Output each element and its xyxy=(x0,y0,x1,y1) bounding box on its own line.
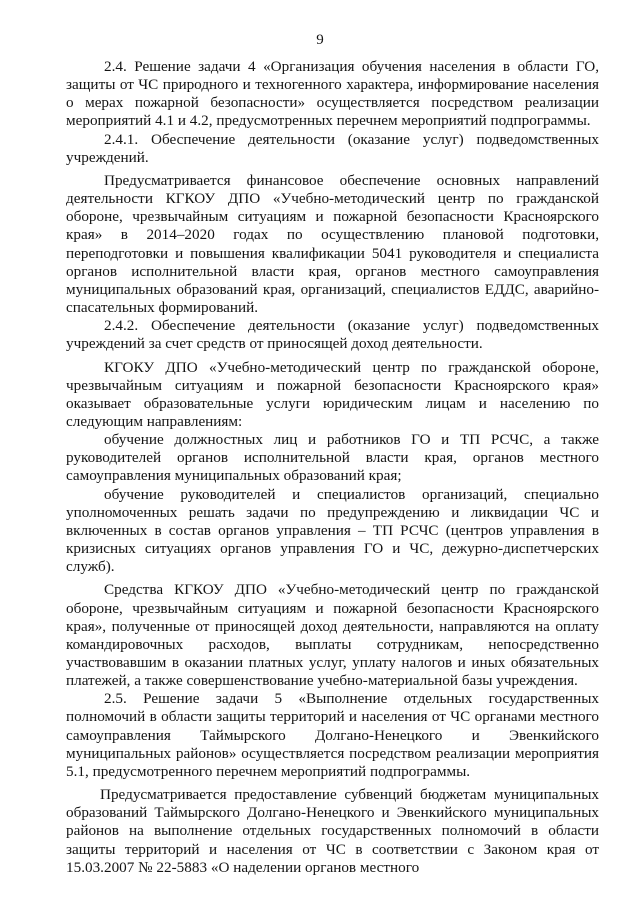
paragraph-training-center-services: КГОКУ ДПО «Учебно-методический центр по гражданской обороне, чрезвычайным ситуациям и пожарной безопасности Красноярского края» оказывает образовательные услуги юридическим лицам и населению по следующим направлениям: xyxy=(66,358,599,430)
list-item-specialists-training: обучение руководителей и специалистов организаций, специально уполномоченных решать задачи по предупреждению и ликвидации ЧС и включенных в состав органов управления – ТП РСЧС (центров управления в кризисных ситуациях органов управления ГО и ЧС, дежурно-диспетчерских служб). xyxy=(66,485,599,576)
document-body xyxy=(66,58,599,877)
paragraph-financing: Предусматривается финансовое обеспечение основных направлений деятельности КГКОУ ДПО «Учебно-методический центр по гражданской обороне, чрезвычайным ситуациям и пожарной безопасности Красноярского края» в 2014–2020 годах по осуществлению плановой подготовки, переподготовки и повышения квалификации 5041 руководителя и специалиста органов исполнительной власти края, органов местного самоуправления муниципальных образований края, организаций, специалистов ЕДДС, аварийно-спасательных формирований. xyxy=(66,171,599,317)
page-number: 9 xyxy=(316,32,324,48)
paragraph-income-use: Средства КГКОУ ДПО «Учебно-методический центр по гражданской обороне, чрезвычайным ситуациям и пожарной безопасности Красноярского края», полученные от приносящей доход деятельности, направляются на оплату командировочных расходов, выплаты сотрудникам, непосредственно участвовавшим в оказании платных услуг, уплату налогов и иных обязательных платежей, а также совершенствование учебно-материальной базы учреждения. xyxy=(66,581,599,690)
paragraph-2-4-1: 2.4.1. Обеспечение деятельности (оказание услуг) подведомственных учреждений. xyxy=(66,130,599,166)
paragraph-2-4-2: 2.4.2. Обеспечение деятельности (оказание услуг) подведомственных учреждений за счет средств от приносящей доход деятельности. xyxy=(66,317,599,353)
paragraph-subventions: Предусматривается предоставление субвенций бюджетам муниципальных образований Таймырского Долгано-Ненецкого и Эвенкийского муниципальных районов на выполнение отдельных государственных полномочий в области защиты территорий и населения от ЧС в соответствии с Законом края от 15.03.2007 № 22-5883 «О наделении органов местного xyxy=(66,786,599,876)
paragraph-2-5: 2.5. Решение задачи 5 «Выполнение отдельных государственных полномочий в области защиты территорий и населения от ЧС органами местного самоуправления Таймырского Долгано-Ненецкого и Эвенкийского муниципальных районов» осуществляется посредством реализации мероприятия 5.1, предусмотренного перечнем мероприятий подпрограммы. xyxy=(66,690,599,780)
list-item-officials-training: обучение должностных лиц и работников ГО и ТП РСЧС, а также руководителей органов исполнительной власти края, органов местного самоуправления муниципальных образований края; xyxy=(66,431,599,485)
paragraph-2-4: 2.4. Решение задачи 4 «Организация обучения населения в области ГО, защиты от ЧС природного и техногенного характера, информирование населения о мерах пожарной безопасности» осуществляется посредством реализации мероприятий 4.1 и 4.2, предусмотренных перечнем мероприятий подпрограммы. xyxy=(66,58,599,130)
